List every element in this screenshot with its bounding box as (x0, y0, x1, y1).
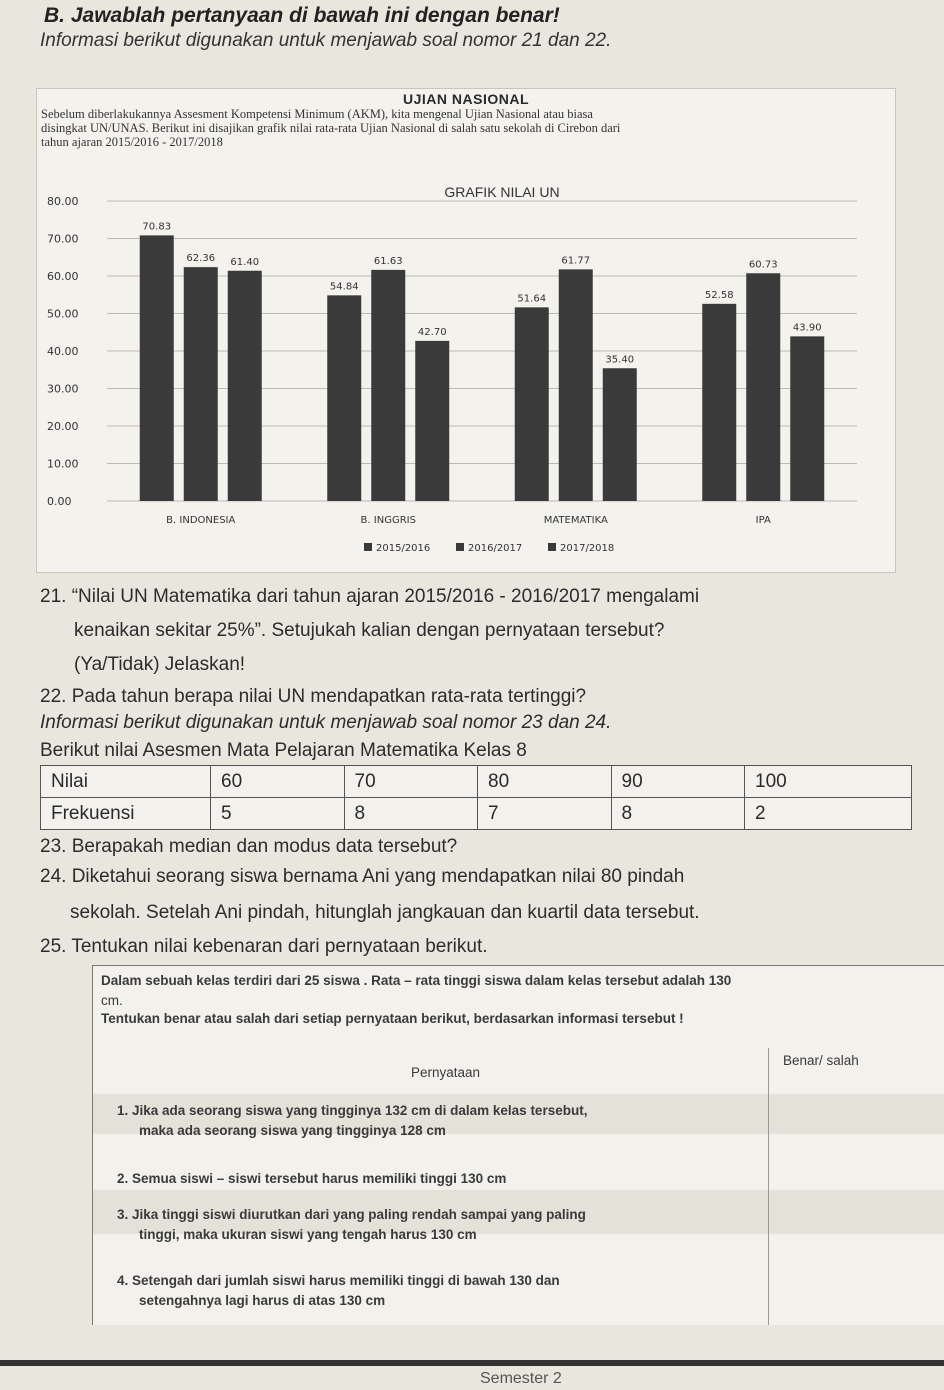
table-cell: 60 (211, 766, 345, 798)
x-category-label: IPA (755, 515, 771, 526)
data-label: 61.63 (373, 255, 403, 267)
table-row (41, 766, 912, 798)
unas-description (41, 107, 891, 149)
chart-title: GRAFIK NILAI UN (444, 184, 560, 200)
bar (228, 271, 262, 501)
question-22: 22. Pada tahun berapa nilai UN mendapatkan rata-rata tertinggi? (40, 686, 587, 707)
data-label: 54.84 (329, 281, 359, 293)
chart-container (37, 181, 895, 573)
y-tick-label: 80.00 (47, 195, 79, 208)
legend-label: 2016/2017 (468, 543, 523, 554)
table-cell: 80 (478, 766, 612, 798)
statement-3-line-2: tinggi, maka ukuran siswi yang tengah harus 130 cm (139, 1227, 477, 1242)
un-bar-chart (37, 181, 895, 573)
statement-intro-line-2: cm. (101, 993, 123, 1008)
data-label: 61.77 (561, 255, 591, 267)
bar (415, 341, 449, 501)
y-tick-label: 0.00 (47, 495, 72, 508)
data-label: 43.90 (792, 322, 822, 334)
table-cell: 8 (611, 798, 745, 830)
data-label: 35.40 (605, 354, 635, 366)
data-label: 42.70 (417, 326, 447, 338)
question-21-line-3: (Ya/Tidak) Jelaskan! (74, 654, 246, 675)
table-cell: Nilai (41, 766, 211, 798)
footer-text: Semester 2 (480, 1370, 562, 1387)
legend-swatch (456, 543, 464, 551)
column-header-statement: Pernyataan (411, 1065, 481, 1080)
table-cell: Frekuensi (41, 798, 211, 830)
bar (140, 235, 174, 501)
legend-swatch (548, 543, 556, 551)
statement-2-line-1: 2. Semua siswi – siswi tersebut harus memiliki tinggi 130 cm (117, 1171, 507, 1186)
intro-text-21-22: Informasi berikut digunakan untuk menjawab soal nomor 21 dan 22. (40, 30, 612, 51)
data-label: 70.83 (142, 221, 172, 233)
legend-label: 2015/2016 (376, 543, 431, 554)
y-tick-label: 20.00 (47, 420, 79, 433)
unas-line-2: disingkat UN/UNAS. Berikut ini disajikan grafik nilai rata-rata Ujian Nasional di salah satu sekolah di Cirebon dari (41, 121, 621, 135)
frequency-table (40, 765, 912, 830)
bar (559, 269, 593, 501)
unas-heading: UJIAN NASIONAL (402, 91, 529, 107)
data-label: 51.64 (517, 293, 547, 305)
y-tick-label: 70.00 (47, 232, 79, 246)
unas-line-3: tahun ajaran 2015/2016 - 2017/2018 (41, 135, 223, 149)
unas-info-box (36, 88, 896, 573)
bottom-divider (0, 1360, 944, 1366)
question-25: 25. Tentukan nilai kebenaran dari pernyataan berikut. (40, 936, 488, 957)
table-cell: 90 (611, 766, 745, 798)
bar (702, 304, 736, 501)
bar (746, 273, 780, 501)
statement-box (92, 965, 944, 1325)
statement-4-line-1: 4. Setengah dari jumlah siswi harus memiliki tinggi di bawah 130 dan (117, 1273, 560, 1288)
statement-1-line-1: 1. Jika ada seorang siswa yang tingginya 132 cm di dalam kelas tersebut, (117, 1103, 588, 1118)
statement-3-line-1: 3. Jika tinggi siswi diurutkan dari yang paling rendah sampai yang paling (117, 1207, 586, 1222)
bar (184, 267, 218, 501)
table-cell: 70 (344, 766, 478, 798)
question-24-line-2: sekolah. Setelah Ani pindah, hitunglah jangkauan dan kuartil data tersebut. (70, 902, 700, 923)
bar (790, 336, 824, 501)
x-category-label: B. INGGRIS (360, 515, 416, 526)
table-cell: 7 (478, 798, 612, 830)
data-label: 62.36 (186, 253, 216, 265)
table-cell: 5 (211, 798, 345, 830)
legend-swatch (364, 543, 372, 551)
question-24-line-1: 24. Diketahui seorang siswa bernama Ani yang mendapatkan nilai 80 pindah (40, 866, 685, 887)
question-21-line-2: kenaikan sekitar 25%”. Setujukah kalian dengan pernyataan tersebut? (74, 620, 665, 641)
bar (515, 307, 549, 501)
bar (327, 295, 361, 501)
y-tick-label: 60.00 (47, 270, 79, 283)
legend-label: 2017/2018 (560, 543, 615, 554)
section-title: B. Jawablah pertanyaan di bawah ini dengan benar! (44, 4, 560, 27)
bar (371, 270, 405, 501)
data-label: 52.58 (704, 289, 734, 301)
data-label: 60.73 (748, 259, 778, 271)
statement-instruction: Tentukan benar atau salah dari setiap pernyataan berikut, berdasarkan informasi tersebut ! (101, 1011, 684, 1026)
x-category-label: MATEMATIKA (543, 515, 608, 526)
unas-line-1: Sebelum diberlakukannya Assesment Kompetensi Minimum (AKM), kita mengenal Ujian Nasional atau biasa (41, 107, 593, 121)
table-cell: 100 (745, 766, 912, 798)
intro-text-23-24: Informasi berikut digunakan untuk menjawab soal nomor 23 dan 24. (40, 712, 612, 733)
question-23: 23. Berapakah median dan modus data tersebut? (40, 836, 458, 857)
statement-1-line-2: maka ada seorang siswa yang tingginya 128 cm (139, 1123, 446, 1138)
question-21-line-1: 21. “Nilai UN Matematika dari tahun ajaran 2015/2016 - 2016/2017 mengalami (40, 586, 700, 607)
y-tick-label: 10.00 (47, 457, 79, 471)
data-label: 61.40 (230, 256, 260, 268)
table-cell: 8 (344, 798, 478, 830)
column-divider (768, 1048, 769, 1325)
column-header-answer: Benar/ salah (783, 1053, 859, 1068)
y-tick-label: 30.00 (47, 382, 79, 396)
y-tick-label: 50.00 (47, 307, 79, 321)
bar (603, 368, 637, 501)
y-tick-label: 40.00 (47, 345, 79, 358)
x-category-label: B. INDONESIA (166, 515, 236, 526)
statement-4-line-2: setengahnya lagi harus di atas 130 cm (139, 1293, 386, 1308)
table-caption: Berikut nilai Asesmen Mata Pelajaran Matematika Kelas 8 (40, 740, 527, 761)
table-row (41, 798, 912, 830)
statement-intro-line-1: Dalam sebuah kelas terdiri dari 25 siswa . Rata – rata tinggi siswa dalam kelas tersebut adalah 130 (101, 973, 732, 988)
table-cell: 2 (745, 798, 912, 830)
